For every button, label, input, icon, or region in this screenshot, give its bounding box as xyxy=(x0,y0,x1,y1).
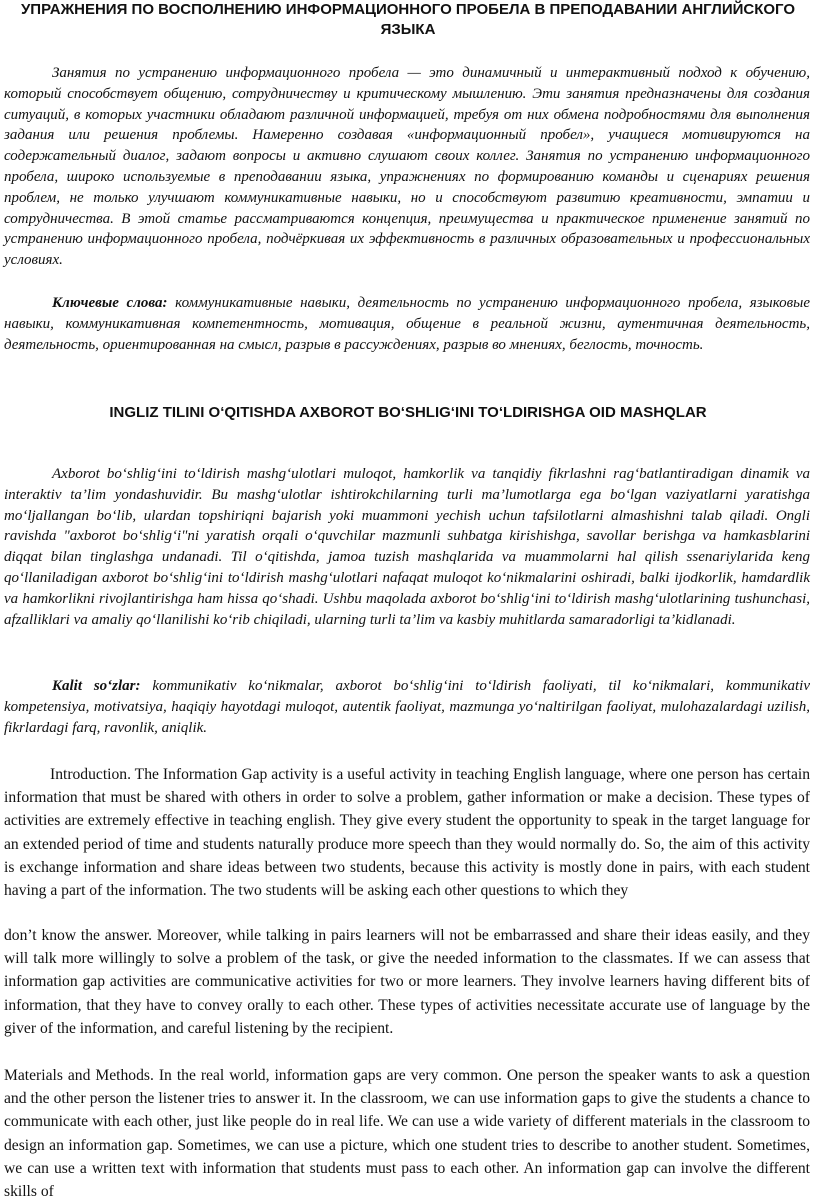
russian-keywords-text: коммуникативные навыки, деятельность по устранению информационного пробела, языковые навыки, коммуникативная компетентность, мотивация, общение в реальной жизни, аутентичная деятельность, деятельность, ориентированная на смысл, разрыв в рассуждениях, разрыв во мнениях, беглость, точность. xyxy=(4,295,810,353)
russian-title: УПРАЖНЕНИЯ ПО ВОСПОЛНЕНИЮ ИНФОРМАЦИОННОГО ПРОБЕЛА В ПРЕПОДАВАНИИ АНГЛИЙСКОГО ЯЗЫКА xyxy=(20,1,796,38)
russian-abstract-text: Занятия по устранению информационного пробела — это динамичный и интерактивный подход к обучению, который способствует общению, сотрудничеству и критическому мышлению. Эти занятия предназначены для создания ситуаций, в которых участники обладают различной информацией, требуя от них обмена подробностями для выполнения задания или решения проблемы. Намеренно создавая «информационный пробел», учащиеся мотивируются на содержательный диалог, задают вопросы и активно слушают своих коллег. Занятия по устранению информационного пробела, широко используемые в преподавании языка, упражнениях по формированию команды и сценариях решения проблем, не только улучшают коммуникативные навыки, но и способствуют развитию креативности, эмпатии и сотрудничества. В этой статье рассматриваются концепция, преимущества и практическое применение занятий по устранению информационного пробела, подчёркивая их эффективность в различных образовательных и профессиональных условиях. xyxy=(4,65,810,269)
introduction-continuation: don’t know the answer. Moreover, while talking in pairs learners will not be embarrassed and share their ideas easily, and they will talk more willingly to solve a problem of the task, or give the needed information to the classmates. If we can assess that information gap activities are communicative activities for two or more learners. They involve learners having different bits of information, that they have to convey orally to each other. These types of activities necessitate accurate use of language by the giver of the information, and careful listening by the recipient. xyxy=(4,927,810,1037)
materials-methods-paragraph: Materials and Methods. In the real world, information gaps are very common. One person the speaker wants to ask a question and the other person the listener tries to answer it. In the classroom, we can use information gaps to give the students a chance to communicate with each other, just like people do in real life. We can use a wide variety of different materials in the classroom to design an information gap. Sometimes, we can use a picture, which one student tries to describe to another student. Sometimes, we can use a written text with information that students must pass to each other. An information gap can involve the different skills of xyxy=(4,1067,810,1201)
introduction-paragraph xyxy=(4,763,810,902)
uzbek-title: INGLIZ TILINI O‘QITISHDA AXBOROT BO‘SHLIG‘INI TO‘LDIRISHGA OID MASHQLAR xyxy=(109,404,707,421)
introduction-text: Introduction. The Information Gap activity is a useful activity in teaching English language, where one person has certain information that must be shared with others in order to solve a problem, gather information or make a decision. These types of activities are extremely effective in teaching english. They give every student the opportunity to speak in the target language for an extended period of time and students naturally produce more speech than they would normally do. So, the aim of this activity is exchange information and share ideas between two students, because this activity is mostly done in pairs, with each student having a part of the information. The two students will be asking each other questions to which they xyxy=(4,766,810,900)
uzbek-keywords xyxy=(4,676,810,738)
russian-keywords xyxy=(4,293,810,355)
russian-keywords-label: Ключевые слова: xyxy=(52,295,168,311)
russian-abstract xyxy=(4,63,810,271)
uzbek-keywords-text: kommunikativ ko‘nikmalar, axborot bo‘shlig‘ini to‘ldirish faoliyati, til ko‘nikmalari, kommunikativ kompetensiya, motivatsiya, haqiqiy hayotdagi muloqot, autentik faoliyat, mazmunga yo‘naltirilgan faoliyat, mulohazalardagi uzilish, fikrlardagi farq, ravonlik, aniqlik. xyxy=(4,678,810,736)
uzbek-abstract-text: Axborot bo‘shlig‘ini to‘ldirish mashg‘ulotlari muloqot, hamkorlik va tanqidiy fikrlashni rag‘batlantiradigan dinamik va interaktiv ta’lim yondashuvidir. Bu mashg‘ulotlar ishtirokchilarning turli ma’lumotlarga ega bo‘lgan vaziyatlarni yaratishga mo‘ljallangan bo‘lib, ulardan topshiriqni bajarish yoki muammoni yechish uchun tafsilotlarni almashishni talab qiladi. Ongli ravishda "axborot bo‘shlig‘i"ni yaratish orqali o‘quvchilar mazmunli suhbatga kirishishga, savollar berishga va hamkasblarini diqqat bilan tinglashga undanadi. Til o‘qitishda, jamoa tuzish mashqlarida va muammolarni hal qilish ssenariylarida keng qo‘llaniladigan axborot bo‘shlig‘ini to‘ldirish mashg‘ulotlari nafaqat muloqot ko‘nikmalarini oshiradi, balki ijodkorlik, hamdardlik va hamkorlikni rivojlantirishga ham hissa qo‘shadi. Ushbu maqolada axborot bo‘shlig‘ini to‘ldirish mashg‘ulotlarining tushunchasi, afzalliklari va amaliy qo‘llanilishi ko‘rib chiqiladi, ularning turli ta’lim va kasbiy muhitlarda samaradorligi ta’kidlanadi. xyxy=(4,466,810,628)
uzbek-abstract xyxy=(4,464,810,630)
uzbek-keywords-label: Kalit so‘zlar: xyxy=(52,678,141,694)
